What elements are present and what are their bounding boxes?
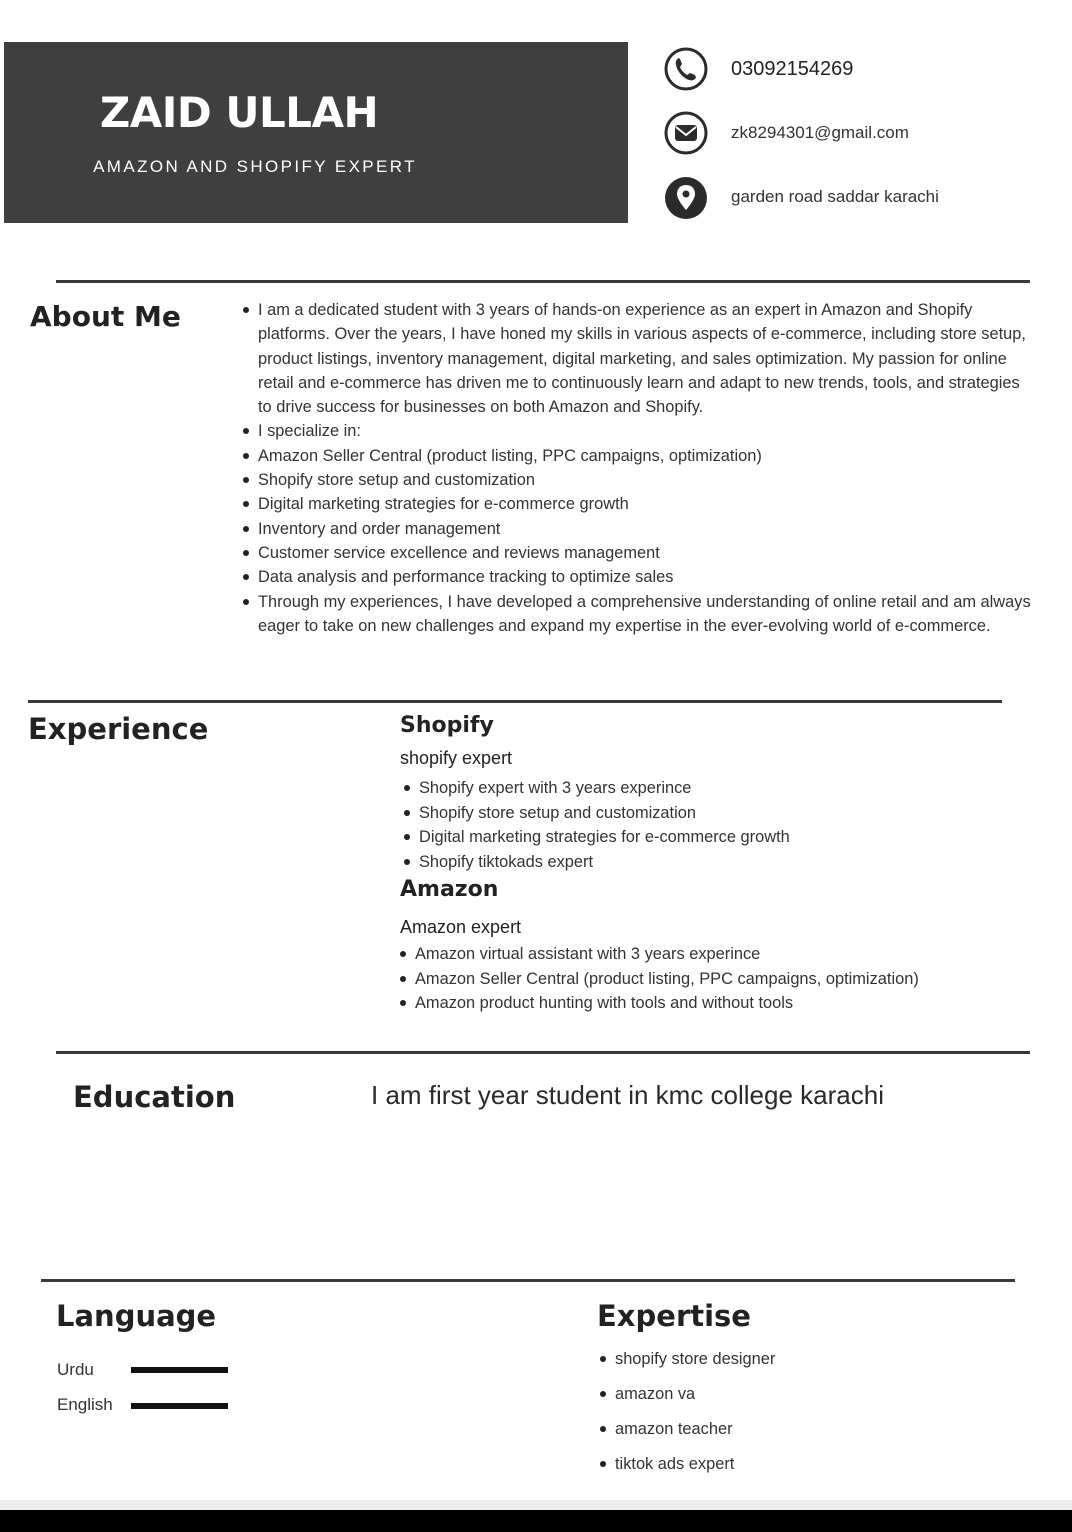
list-item: amazon va: [597, 1382, 775, 1417]
list-item: tiktok ads expert: [597, 1452, 775, 1487]
language-heading: Language: [56, 1299, 217, 1333]
list-item: Amazon virtual assistant with 3 years experince: [397, 942, 942, 967]
divider: [41, 1279, 1015, 1282]
language-level-bar: [131, 1367, 228, 1373]
job-company: Amazon: [400, 877, 499, 902]
language-name: English: [57, 1395, 113, 1414]
email-icon: [664, 111, 708, 155]
list-item: Data analysis and performance tracking to optimize sales: [240, 565, 1035, 589]
phone-number[interactable]: 03092154269: [731, 58, 854, 80]
language-name: Urdu: [57, 1360, 94, 1379]
email-address[interactable]: zk8294301@gmail.com: [731, 123, 909, 142]
candidate-name: ZAID ULLAH: [99, 88, 379, 137]
location-pin-icon: [664, 176, 708, 220]
navigation-bar: [0, 1510, 1072, 1532]
job-role: shopify expert: [400, 748, 513, 768]
language-level-bar: [131, 1403, 228, 1409]
page-bottom-margin: [0, 1500, 1072, 1510]
list-item: Amazon Seller Central (product listing, PPC campaigns, optimization): [240, 444, 1035, 468]
education-text: I am first year student in kmc college karachi: [371, 1080, 884, 1110]
list-item: shopify store designer: [597, 1347, 775, 1382]
list-item: I specialize in:: [240, 419, 1035, 443]
list-item: amazon teacher: [597, 1417, 775, 1452]
job-duties-list: [401, 776, 941, 874]
about-list: [240, 298, 1035, 638]
job-company: Shopify: [400, 713, 494, 738]
list-item: Shopify tiktokads expert: [401, 850, 941, 875]
list-item: Customer service excellence and reviews management: [240, 541, 1035, 565]
expertise-list: [597, 1347, 775, 1487]
job-duties-list: [397, 942, 942, 1016]
list-item: Shopify store setup and customization: [240, 468, 1035, 492]
address: garden road saddar karachi: [731, 187, 939, 206]
list-item: Digital marketing strategies for e-commerce growth: [240, 492, 1035, 516]
divider: [28, 700, 1002, 703]
list-item: I am a dedicated student with 3 years of hands-on experience as an expert in Amazon and Shopify platforms. Over the years, I have honed my skills in various aspects of e-commerce, including store setup, product listings, inventory management, digital marketing, and sales optimization. My passion for online retail and e-commerce has driven me to continuously learn and adapt to new trends, tools, and strategies to drive success for businesses on both Amazon and Shopify.: [240, 298, 1035, 419]
list-item: Digital marketing strategies for e-commerce growth: [401, 825, 941, 850]
list-item: Shopify expert with 3 years experince: [401, 776, 941, 801]
education-heading: Education: [73, 1080, 236, 1114]
candidate-title: AMAZON AND SHOPIFY EXPERT: [93, 157, 417, 176]
phone-icon: [664, 47, 708, 91]
list-item: Through my experiences, I have developed a comprehensive understanding of online retail and am always eager to take on new challenges and expand my expertise in the ever-evolving world of e-commerce.: [240, 590, 1035, 639]
divider: [56, 280, 1030, 283]
list-item: Shopify store setup and customization: [401, 801, 941, 826]
list-item: Inventory and order management: [240, 517, 1035, 541]
list-item: Amazon product hunting with tools and without tools: [397, 991, 942, 1016]
divider: [56, 1051, 1030, 1054]
job-role: Amazon expert: [400, 917, 522, 937]
about-heading: About Me: [30, 300, 181, 333]
experience-heading: Experience: [28, 712, 209, 746]
list-item: Amazon Seller Central (product listing, PPC campaigns, optimization): [397, 967, 942, 992]
expertise-heading: Expertise: [597, 1299, 751, 1333]
